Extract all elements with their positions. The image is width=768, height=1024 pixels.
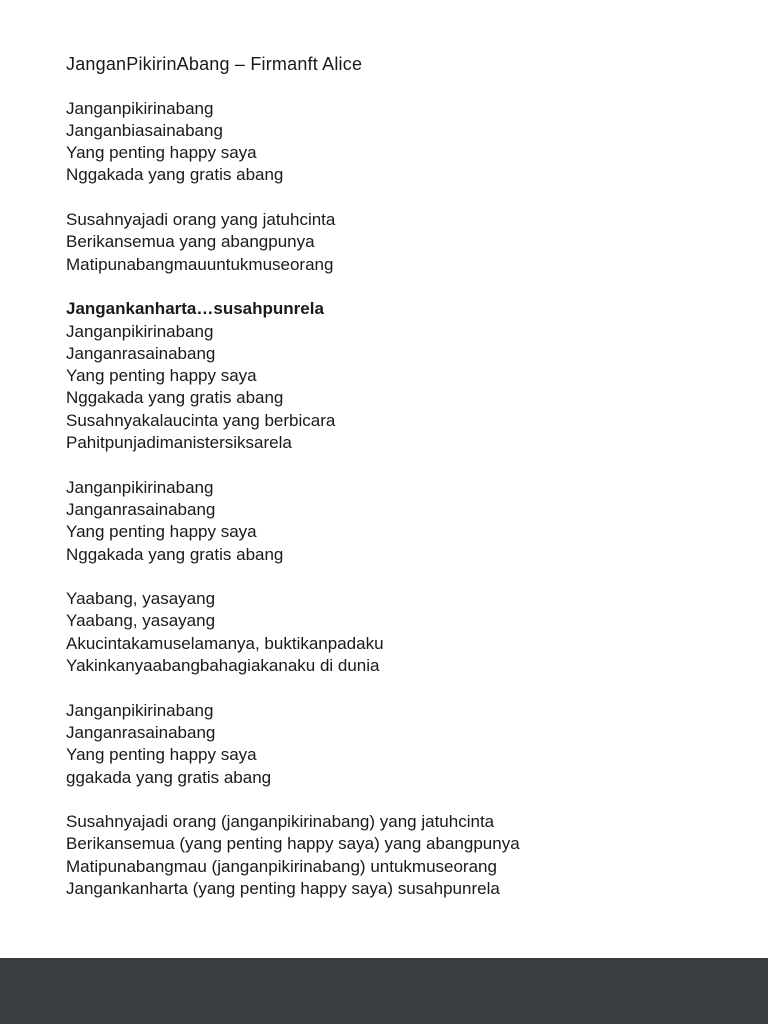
lyric-line: Janganpikirinabang bbox=[66, 98, 214, 118]
lyric-line: Susahnyajadi orang yang jatuhcinta bbox=[66, 210, 336, 230]
lyric-line: ggakada yang gratis abang bbox=[66, 767, 272, 787]
lyric-line: Janganrasainabang bbox=[66, 499, 216, 519]
lyrics-body bbox=[66, 98, 738, 901]
stanza bbox=[66, 811, 738, 900]
viewer-background bbox=[0, 958, 768, 1024]
song-title: JanganPikirinAbang – Firmanft Alice bbox=[66, 54, 363, 74]
lyric-line: Janganrasainabang bbox=[66, 343, 216, 363]
stanza bbox=[66, 477, 738, 566]
lyric-line: Janganpikirinabang bbox=[66, 477, 214, 497]
lyric-line: Yaabang, yasayang bbox=[66, 611, 216, 631]
lyric-line: Matipunabangmauuntukmuseorang bbox=[66, 254, 334, 274]
lyric-line: Yang penting happy saya bbox=[66, 366, 257, 386]
stanza bbox=[66, 298, 738, 454]
lyric-line: Nggakada yang gratis abang bbox=[66, 388, 284, 408]
lyric-line: Berikansemua yang abangpunya bbox=[66, 232, 315, 252]
stanza bbox=[66, 209, 738, 276]
lyric-line: Yakinkanyaabangbahagiakanaku di dunia bbox=[66, 656, 380, 676]
lyric-line: Susahnyakalaucinta yang berbicara bbox=[66, 410, 336, 430]
lyric-line: Yang penting happy saya bbox=[66, 522, 257, 542]
lyric-line: Akucintakamuselamanya, buktikanpadaku bbox=[66, 633, 384, 653]
lyric-line: Jangankanharta (yang penting happy saya) susahpunrela bbox=[66, 878, 500, 898]
stanza bbox=[66, 700, 738, 789]
lyric-line: Berikansemua (yang penting happy saya) yang abangpunya bbox=[66, 834, 520, 854]
lyric-line: Janganpikirinabang bbox=[66, 700, 214, 720]
lyric-line: Jangankanharta…susahpunrela bbox=[66, 299, 324, 319]
lyric-line: Matipunabangmau (janganpikirinabang) untukmuseorang bbox=[66, 856, 497, 876]
stanza bbox=[66, 98, 738, 187]
stanza bbox=[66, 588, 738, 677]
lyric-line: Janganrasainabang bbox=[66, 722, 216, 742]
lyric-line: Yang penting happy saya bbox=[66, 143, 257, 163]
lyric-line: Yang penting happy saya bbox=[66, 745, 257, 765]
lyric-line: Pahitpunjadimanistersiksarela bbox=[66, 433, 292, 453]
lyric-line: Yaabang, yasayang bbox=[66, 589, 216, 609]
lyric-line: Janganbiasainabang bbox=[66, 120, 223, 140]
lyric-line: Janganpikirinabang bbox=[66, 321, 214, 341]
lyric-line: Nggakada yang gratis abang bbox=[66, 544, 284, 564]
lyric-line: Nggakada yang gratis abang bbox=[66, 165, 284, 185]
lyric-line: Susahnyajadi orang (janganpikirinabang) yang jatuhcinta bbox=[66, 812, 495, 832]
